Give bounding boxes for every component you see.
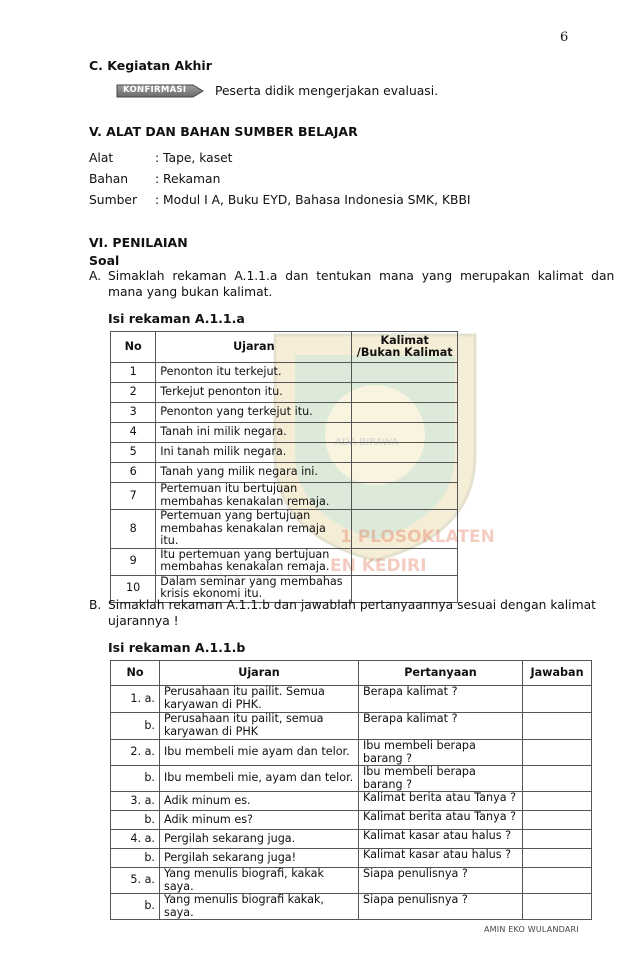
table-b-cell-no: 2. a. [111,740,160,766]
table-a-cell-answer[interactable] [352,363,458,383]
ujaran-line-1: Tanah yang milik negara ini. [160,465,318,479]
watermark-text-2: EN KEDIRI [330,556,427,576]
table-b-cell-no: 5. a. [111,868,160,894]
table-a-cell-no: 9 [111,548,156,575]
ujaran-line-2: membahas kenakalan remaja. [160,560,330,573]
table-b [110,660,592,920]
ujaran-line-1: Penonton yang terkejut itu. [160,405,313,419]
konfirmasi-badge [115,83,205,99]
table-a-cell-ujaran [156,443,352,463]
table-row [111,766,592,792]
ujaran-line-1: Yang menulis biografi, kakak saya. [164,867,324,893]
table-b-cell-jawaban[interactable] [523,830,592,849]
table-a-cell-ujaran [156,463,352,483]
table-b-cell-ujaran [160,811,359,830]
table-a-cell-no: 10 [111,575,156,602]
table-row [111,548,458,575]
table-row [111,686,592,713]
table-b-cell-pertanyaan: Berapa kalimat ? [359,686,523,713]
table-b-cell-ujaran [160,894,359,920]
ujaran-line-1: Adik minum es. [164,793,251,807]
bahan-value: : Rekaman [155,172,221,186]
table-b-cell-no: b. [111,713,160,740]
table-b-cell-jawaban[interactable] [523,740,592,766]
watermark-seal-text: ADA BIRAWA [335,437,399,448]
table-b-cell-ujaran [160,713,359,740]
table-b-cell-ujaran [160,740,359,766]
table-b-cell-pertanyaan: Siapa penulisnya ? [359,894,523,920]
ujaran-line-2: karyawan di PHK. [164,697,262,711]
ujaran-line-1: Itu pertemuan yang bertujuan [160,547,330,561]
table-b-cell-pertanyaan: Kalimat berita atau Tanya ? [359,792,523,811]
alat-value: : Tape, kaset [155,151,233,165]
table-a-cell-no: 6 [111,463,156,483]
table-a [110,331,458,603]
section-c-title: C. Kegiatan Akhir [89,58,212,73]
table-a-cell-ujaran [156,403,352,423]
soal-heading: Soal [89,253,120,268]
table-a-title: Isi rekaman A.1.1.a [108,311,245,326]
watermark-text-1: 1 PLOSOKLATEN [340,527,495,547]
ujaran-line-1: Dalam seminar yang membahas [160,574,343,588]
table-row [111,894,592,920]
table-row [111,713,592,740]
table-b-header-jawaban: Jawaban [523,661,592,686]
table-b-cell-no: b. [111,894,160,920]
table-row [111,483,458,510]
table-a-cell-ujaran [156,548,352,575]
table-b-header-no: No [111,661,160,686]
table-a-cell-answer[interactable] [352,463,458,483]
table-a-cell-no: 1 [111,363,156,383]
table-b-header-pertanyaan: Pertanyaan [359,661,523,686]
konfirmasi-label: KONFIRMASI [123,85,187,95]
ujaran-line-1: Perusahaan itu pailit, semua [164,712,324,725]
ujaran-line-1: Pertemuan yang bertujuan [160,509,311,522]
question-a-line2: mana yang bukan kalimat. [108,285,273,299]
table-b-cell-ujaran [160,849,359,868]
table-b-cell-pertanyaan: Kalimat kasar atau halus ? [359,849,523,868]
ujaran-line-1: Terkejut penonton itu. [160,385,283,399]
table-a-cell-no: 7 [111,483,156,510]
table-row [111,849,592,868]
question-b-line1: Simaklah rekaman A.1.1.b dan jawablah pertanyaannya sesuai dengan kalimat [108,598,596,612]
sumber-value: : Modul I A, Buku EYD, Bahasa Indonesia SMK, KBBI [155,193,471,207]
table-b-cell-jawaban[interactable] [523,713,592,740]
table-a-header-ujaran: Ujaran [156,332,352,363]
ujaran-line-2: membahas kenakalan remaja itu. [160,521,326,547]
table-row [111,423,458,443]
table-a-cell-ujaran [156,423,352,443]
table-a-cell-no: 3 [111,403,156,423]
question-a-line1: Simaklah rekaman A.1.1.a dan tentukan mana yang merupakan kalimat dan [108,269,615,283]
ujaran-line-1: Perusahaan itu pailit. Semua [164,685,325,698]
table-b-cell-pertanyaan: Kalimat kasar atau halus ? [359,830,523,849]
table-b-cell-jawaban[interactable] [523,811,592,830]
table-b-cell-pertanyaan: Kalimat berita atau Tanya ? [359,811,523,830]
question-b-line2: ujarannya ! [108,614,179,628]
alat-label: Alat [89,151,114,165]
table-a-cell-no: 2 [111,383,156,403]
table-b-cell-no: 3. a. [111,792,160,811]
table-b-cell-no: b. [111,849,160,868]
table-b-header-ujaran: Ujaran [160,661,359,686]
table-a-header-kalimat-l2: /Bukan Kalimat [356,346,453,359]
table-row [111,830,592,849]
table-b-cell-no: b. [111,766,160,792]
table-b-cell-pertanyaan: Siapa penulisnya ? [359,868,523,894]
table-b-cell-no: 1. a. [111,686,160,713]
table-a-cell-ujaran [156,363,352,383]
question-b-label: B. [89,598,102,612]
table-a-cell-ujaran [156,510,352,549]
table-b-title: Isi rekaman A.1.1.b [108,640,246,655]
table-row [111,363,458,383]
section-v-title: V. ALAT DAN BAHAN SUMBER BELAJAR [89,124,358,139]
ujaran-line-1: Yang menulis biografi kakak, saya. [164,893,324,919]
table-a-cell-no: 5 [111,443,156,463]
table-a-cell-answer[interactable] [352,383,458,403]
ujaran-line-2: membahas kenakalan remaja. [160,494,330,508]
table-b-cell-no: 4. a. [111,830,160,849]
table-a-header-kalimat [352,332,458,363]
bahan-label: Bahan [89,172,129,186]
table-b-cell-jawaban[interactable] [523,868,592,894]
sumber-label: Sumber [89,193,138,207]
ujaran-line-2: karyawan di PHK [164,724,259,738]
table-a-cell-no: 8 [111,510,156,549]
table-a-cell-answer[interactable] [352,483,458,510]
ujaran-line-1: Adik minum es? [164,812,253,826]
table-row [111,383,458,403]
ujaran-line-1: Tanah ini milik negara. [160,425,287,439]
ujaran-line-1: Ibu membeli mie, ayam dan telor. [164,771,354,785]
ujaran-line-2: krisis ekonomi itu. [160,587,263,600]
table-row [111,792,592,811]
table-a-cell-answer[interactable] [352,403,458,423]
ujaran-line-1: Ibu membeli mie ayam dan telor. [164,745,350,759]
table-a-header-no: No [111,332,156,363]
table-b-cell-ujaran [160,868,359,894]
table-row [111,463,458,483]
table-b-cell-jawaban[interactable] [523,766,592,792]
ujaran-line-1: Pergilah sekarang juga! [164,850,297,864]
ujaran-line-1: Pertemuan itu bertujuan [160,482,298,495]
table-a-cell-no: 4 [111,423,156,443]
table-b-cell-jawaban[interactable] [523,686,592,713]
table-row [111,740,592,766]
table-row [111,403,458,423]
ujaran-line-1: Penonton itu terkejut. [160,365,282,379]
footer-author: AMIN EKO WULANDARI [484,925,579,934]
section-vi-title: VI. PENILAIAN [89,235,188,250]
ujaran-line-1: Ini tanah milik negara. [160,445,287,459]
table-b-cell-pertanyaan: Ibu membeli berapa barang ? [359,740,523,766]
table-b-cell-ujaran [160,792,359,811]
table-b-cell-jawaban[interactable] [523,894,592,920]
table-b-cell-pertanyaan: Berapa kalimat ? [359,713,523,740]
table-row [111,443,458,463]
table-a-cell-answer[interactable] [352,423,458,443]
question-a-label: A. [89,269,102,283]
ujaran-line-1: Pergilah sekarang juga. [164,831,296,845]
table-a-cell-answer[interactable] [352,548,458,575]
table-row [111,868,592,894]
section-c-text: Peserta didik mengerjakan evaluasi. [215,84,439,98]
table-b-cell-ujaran [160,686,359,713]
table-b-cell-ujaran [160,766,359,792]
table-b-cell-no: b. [111,811,160,830]
table-a-cell-ujaran [156,383,352,403]
table-b-cell-jawaban[interactable] [523,792,592,811]
table-b-cell-jawaban[interactable] [523,849,592,868]
table-row [111,811,592,830]
table-a-header-kalimat-l1: Kalimat [380,333,429,347]
table-b-cell-pertanyaan: Ibu membeli berapa barang ? [359,766,523,792]
table-a-cell-ujaran [156,483,352,510]
table-a-cell-answer[interactable] [352,443,458,463]
page-number: 6 [560,30,569,45]
table-a-cell-answer[interactable] [352,510,458,549]
table-b-cell-ujaran [160,830,359,849]
table-row [111,510,458,549]
